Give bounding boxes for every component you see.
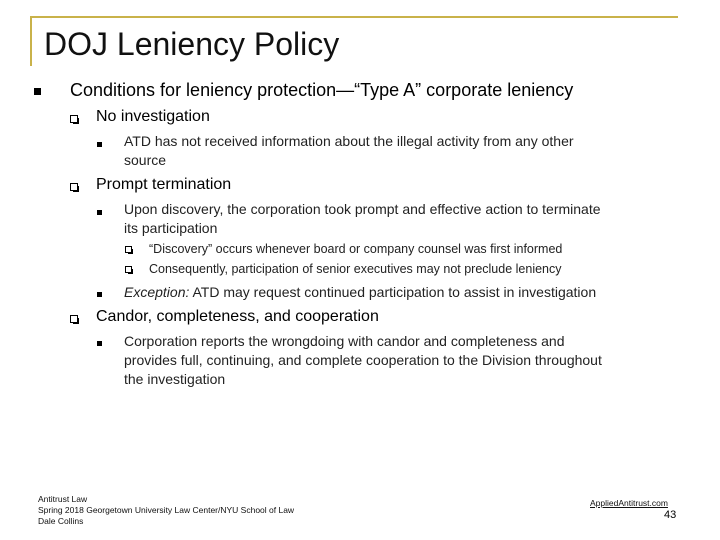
no-investigation-detail-line2: source <box>124 152 167 168</box>
hollow-square-bullet-icon <box>125 246 132 253</box>
square-bullet-icon <box>34 88 41 95</box>
prompt-termination-label: Prompt termination <box>96 176 232 193</box>
prompt-termination-detail-line2: its participation <box>124 220 218 236</box>
prompt-termination-detail-line1: Upon discovery, the corporation took prompt and effective action to terminate <box>124 201 601 217</box>
exception-line <box>124 283 596 302</box>
footer-site-link[interactable]: AppliedAntitrust.com <box>590 498 668 508</box>
slide-title: DOJ Leniency Policy <box>44 26 340 62</box>
candor-label: Candor, completeness, and cooperation <box>96 308 379 325</box>
candor-detail-line1: Corporation reports the wrongdoing with candor and completeness and <box>124 333 565 349</box>
candor-detail-line3: the investigation <box>124 371 226 387</box>
hollow-square-bullet-icon <box>70 183 78 191</box>
title-frame-left-rule <box>30 16 32 66</box>
footer-course: Antitrust Law <box>38 494 88 504</box>
exception-label: Exception: <box>124 284 190 300</box>
small-square-bullet-icon <box>97 210 102 215</box>
title-frame-top-rule <box>30 16 678 18</box>
footer-term: Spring 2018 Georgetown University Law Center/NYU School of Law <box>38 505 295 515</box>
candor-detail-line2: provides full, continuing, and complete cooperation to the Division throughout <box>124 352 602 368</box>
small-square-bullet-icon <box>97 341 102 346</box>
hollow-square-bullet-icon <box>70 315 78 323</box>
hollow-square-bullet-icon <box>70 115 78 123</box>
exception-text: ATD may request continued participation to assist in investigation <box>189 284 597 300</box>
hollow-square-bullet-icon <box>125 266 132 273</box>
senior-executives-note: Consequently, participation of senior executives may not preclude leniency <box>149 262 562 276</box>
footer-left <box>38 494 294 527</box>
page-number: 43 <box>664 509 677 521</box>
no-investigation-detail-line1: ATD has not received information about the illegal activity from any other <box>124 133 574 149</box>
footer-author: Dale Collins <box>38 516 84 526</box>
no-investigation-label: No investigation <box>96 108 210 125</box>
main-heading: Conditions for leniency protection—“Type A” corporate leniency <box>70 80 574 100</box>
small-square-bullet-icon <box>97 142 102 147</box>
small-square-bullet-icon <box>97 292 102 297</box>
discovery-note: “Discovery” occurs whenever board or company counsel was first informed <box>149 242 563 256</box>
